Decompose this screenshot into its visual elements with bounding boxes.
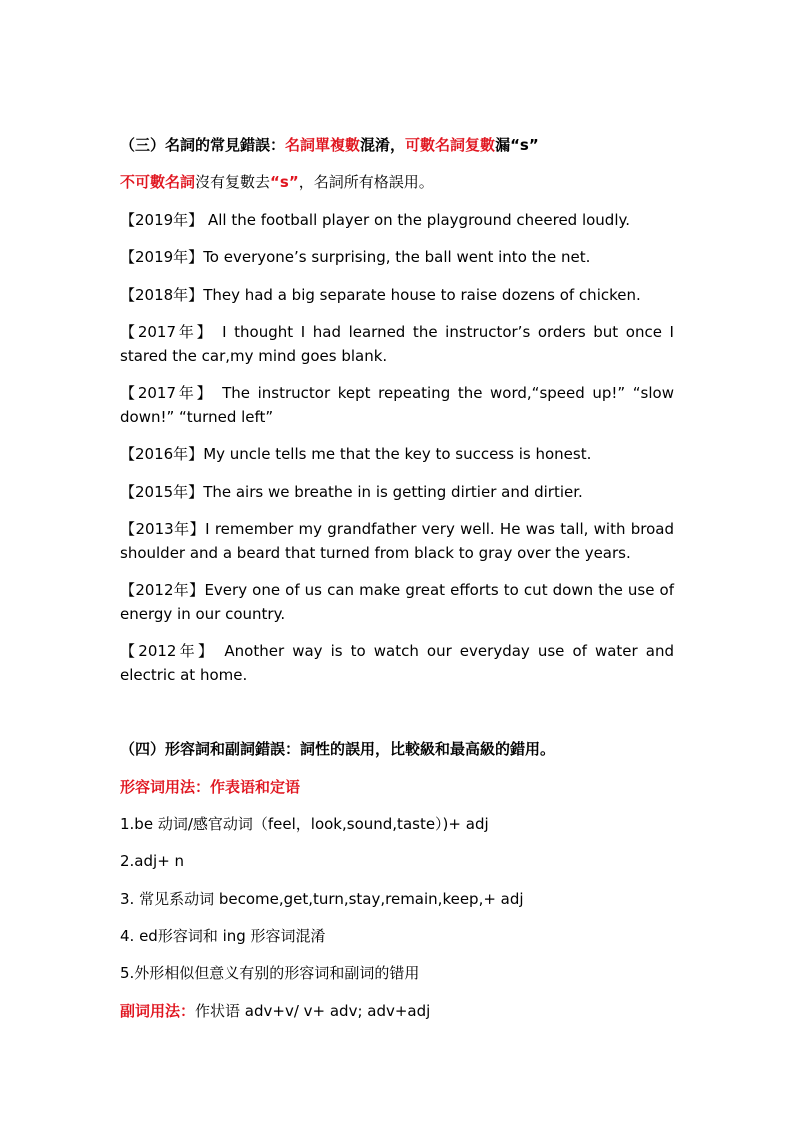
example-year: 【2018年】 <box>120 286 204 304</box>
example-text: Another way is to watch our everyday use of water and <box>224 642 674 660</box>
example-text: I remember my grandfather very well. He was tall, with broad <box>205 520 674 538</box>
example-year: 【2019年】 <box>120 211 204 229</box>
sub-red-term-2: “s” <box>270 173 299 191</box>
example-year: 【2013年】 <box>120 520 206 538</box>
example-text: All the football player on the playground cheered loudly. <box>203 211 631 229</box>
example-year: 【2012年】 <box>120 581 205 599</box>
example-text: My uncle tells me that the key to success is honest. <box>203 445 592 463</box>
example-2012-b-cont: electric at home. <box>120 666 248 684</box>
example-2017-b <box>120 381 674 405</box>
example-2019-a <box>120 208 674 232</box>
example-text: The instructor kept repeating the word,“speed up!” “slow <box>222 384 674 402</box>
heading-prefix: （三）名詞的常見錯誤： <box>120 136 286 154</box>
heading-suffix: 漏“s” <box>495 136 539 154</box>
heading-mid: 混淆， <box>360 136 406 154</box>
adjective-rule-3: 3. 常见系动词 become,get,turn,stay,remain,keep,+ adj <box>120 890 524 908</box>
section4-heading: （四）形容詞和副詞錯誤：詞性的誤用，比較級和最高級的錯用。 <box>120 740 556 758</box>
adjective-rule-1: 1.be 动词/感官动词（feel，look,sound,taste）)+ adj <box>120 815 489 833</box>
adjective-usage-heading: 形容词用法：作表语和定语 <box>120 778 301 796</box>
section3-heading <box>120 133 674 157</box>
example-year: 【2017年】 <box>120 384 215 402</box>
adverb-usage-heading: 副词用法： <box>120 1002 196 1020</box>
heading-red-term-2: 可數名詞复數 <box>405 136 496 154</box>
example-2017-a-cont: stared the car,my mind goes blank. <box>120 347 388 365</box>
example-2013-cont: shoulder and a beard that turned from black to gray over the years. <box>120 544 631 562</box>
adverb-usage-line <box>120 999 674 1023</box>
example-2019-b <box>120 245 674 269</box>
example-year: 【2016年】 <box>120 445 204 463</box>
sub-mid: 沒有复數去 <box>195 173 271 191</box>
example-text: To everyone’s surprising, the ball went into the net. <box>203 248 591 266</box>
heading-red-term-1: 名詞單複數 <box>285 136 361 154</box>
section3-subheading <box>120 170 674 194</box>
example-year: 【2017年】 <box>120 323 215 341</box>
adjective-rule-2: 2.adj+ n <box>120 852 185 870</box>
example-2017-a <box>120 320 674 344</box>
example-2017-b-cont: down!” “turned left” <box>120 408 274 426</box>
example-year: 【2019年】 <box>120 248 204 266</box>
sub-red-term-1: 不可數名詞 <box>120 173 196 191</box>
example-2015 <box>120 480 674 504</box>
example-text: I thought I had learned the instructor’s orders but once I <box>222 323 674 341</box>
example-year: 【2015年】 <box>120 483 204 501</box>
example-text: The airs we breathe in is getting dirtier and dirtier. <box>203 483 583 501</box>
adjective-rule-4: 4. ed形容词和 ing 形容词混淆 <box>120 927 326 945</box>
example-text: They had a big separate house to raise dozens of chicken. <box>203 286 641 304</box>
adjective-rule-5: 5.外形相似但意义有别的形容词和副词的错用 <box>120 964 420 982</box>
example-year: 【2012年】 <box>120 642 217 660</box>
example-2012-a <box>120 578 674 602</box>
example-2012-b <box>120 639 674 663</box>
sub-suffix: ，名詞所有格誤用。 <box>298 173 434 191</box>
adverb-usage-text: 作状语 adv+v/ v+ adv; adv+adj <box>195 1002 431 1020</box>
example-2016 <box>120 442 674 466</box>
example-2013 <box>120 517 674 541</box>
example-2018 <box>120 283 674 307</box>
example-2012-a-cont: energy in our country. <box>120 605 286 623</box>
example-text: Every one of us can make great efforts to cut down the use of <box>204 581 674 599</box>
